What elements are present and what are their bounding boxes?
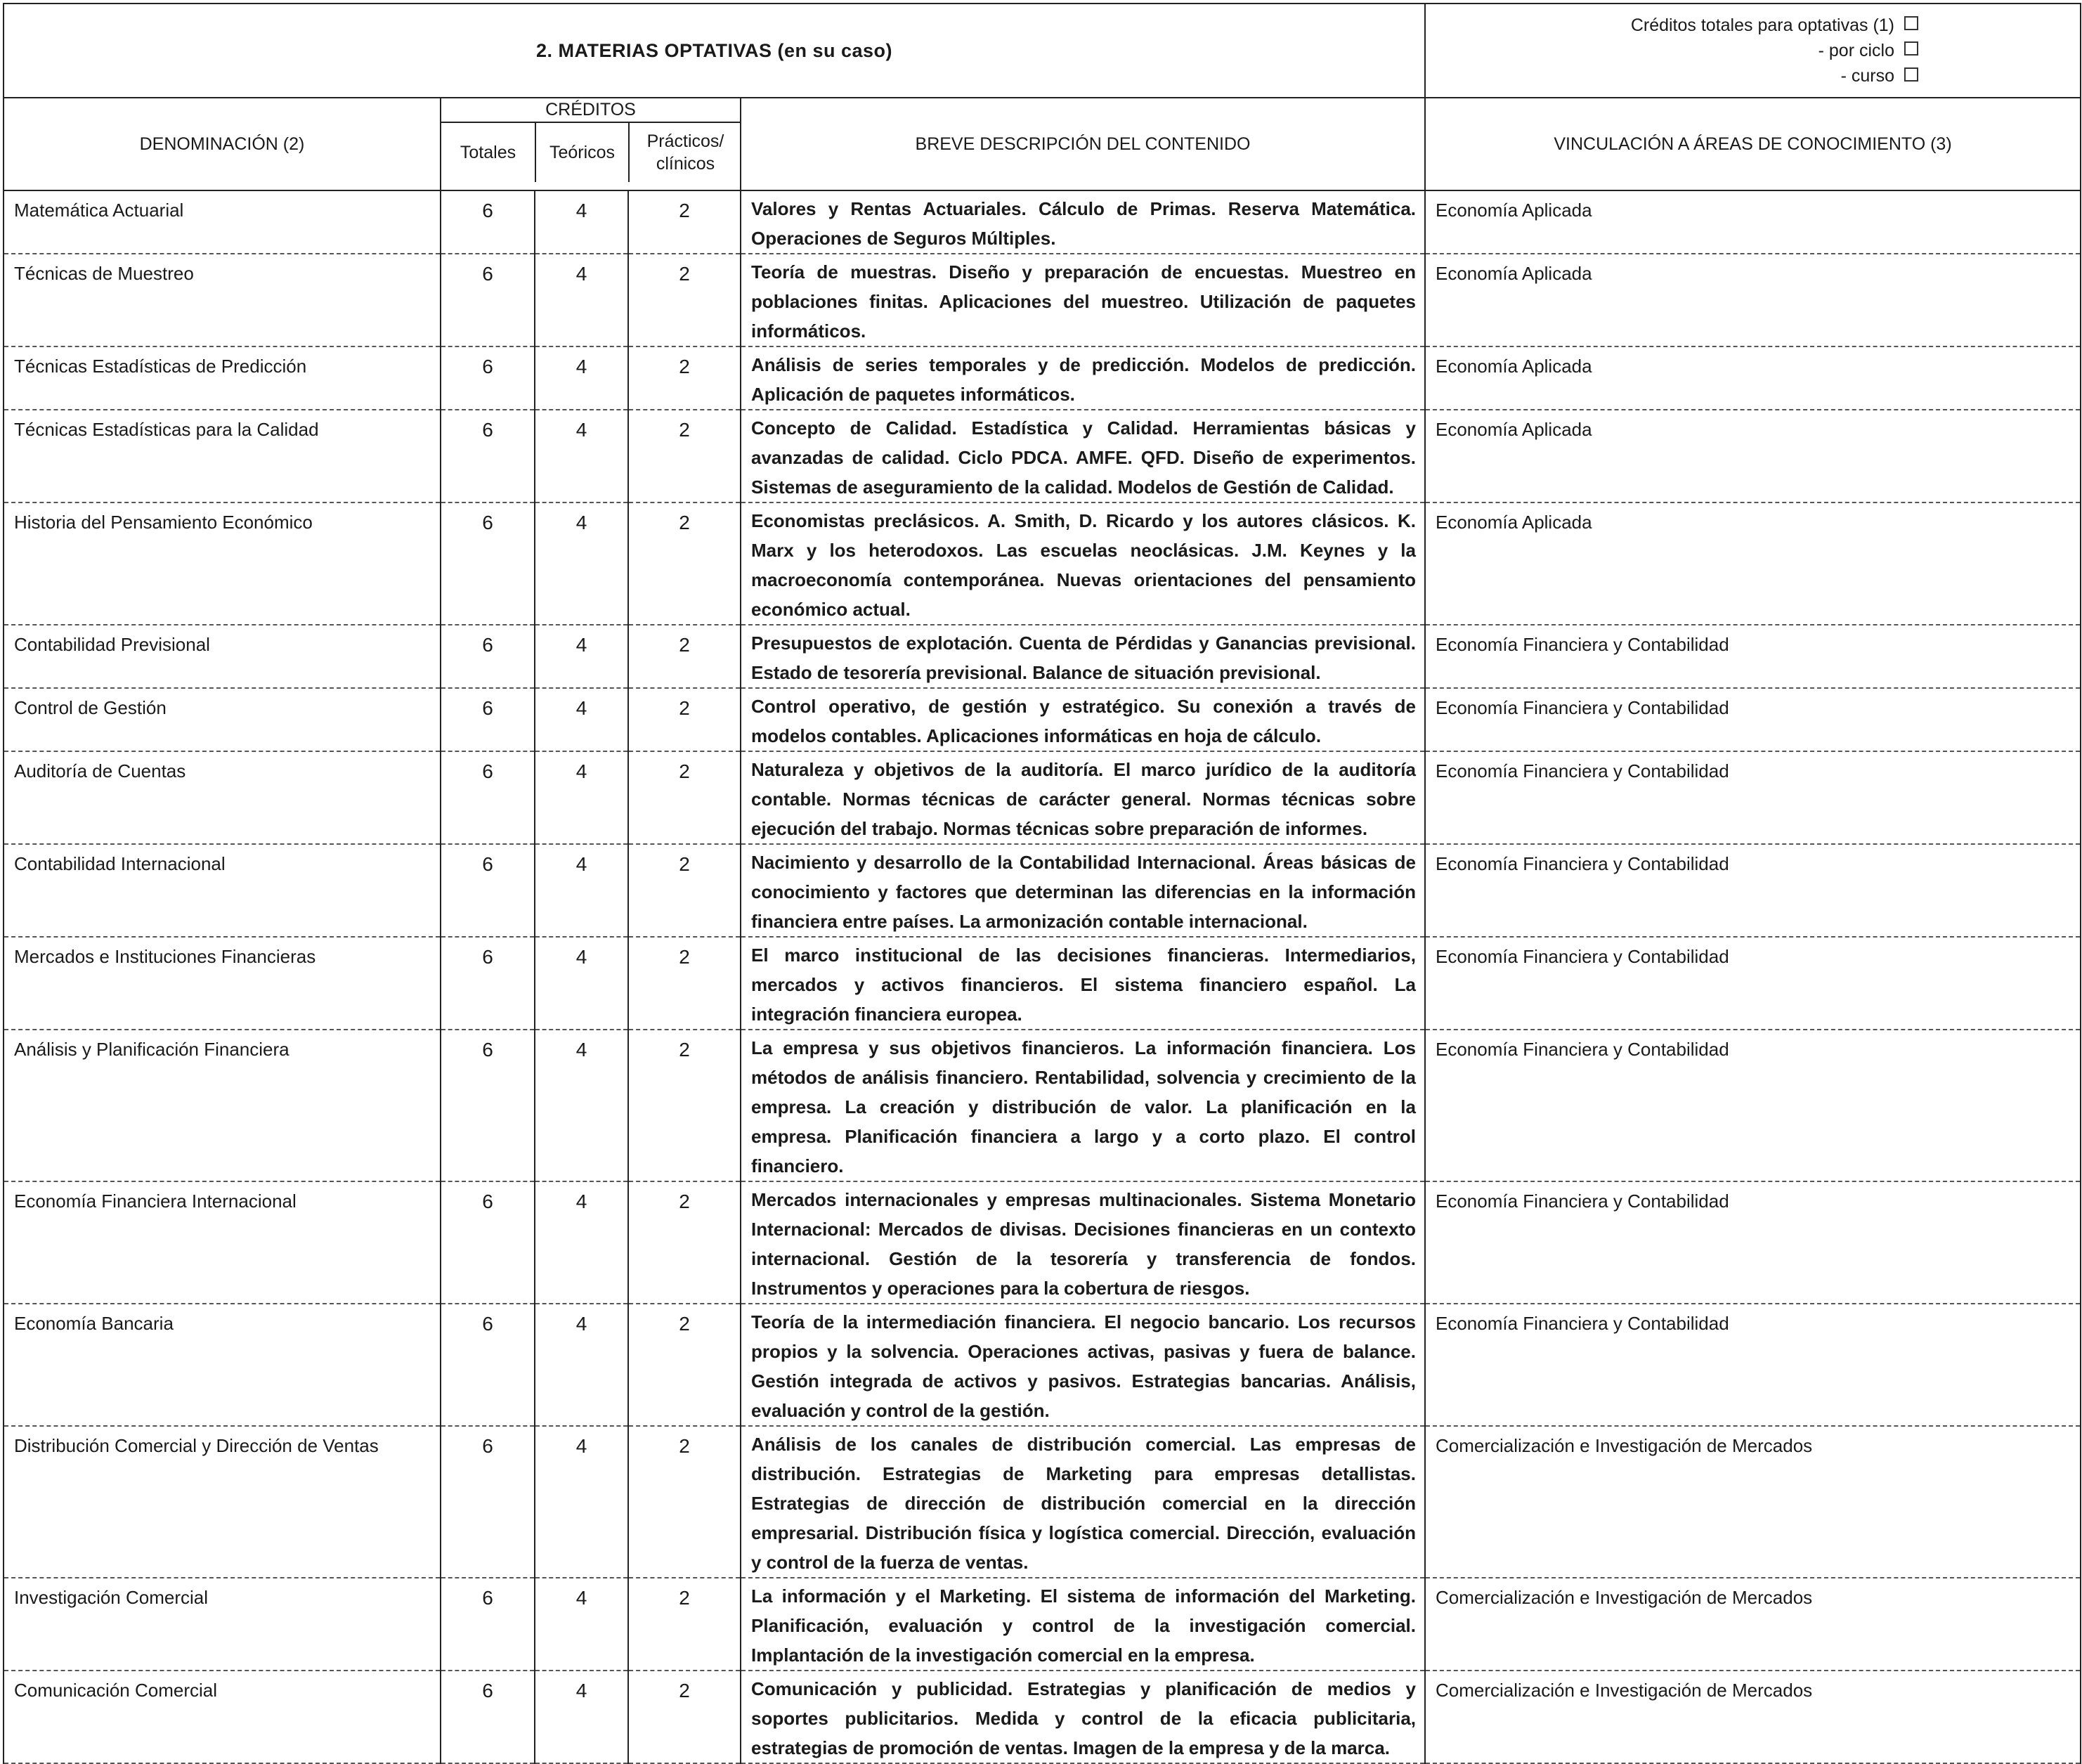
subject-row <box>4 254 2081 346</box>
knowledge-area: Comercialización e Investigación de Mercados <box>1425 1671 2081 1763</box>
subject-description: Economistas preclásicos. A. Smith, D. Ricardo y los autores clásicos. K. Marx y los heterodoxos. Las escuelas neoclásicas. J.M. Keynes y la macroeconomía contemporánea. Nuevas orientaciones del pensamiento económico actual. <box>741 502 1425 625</box>
subject-name: Técnicas Estadísticas de Predicción <box>4 346 441 410</box>
subject-name: Economía Bancaria <box>4 1304 441 1426</box>
subject-row <box>4 751 2081 844</box>
knowledge-area: Comercialización e Investigación de Mercados <box>1425 1578 2081 1671</box>
credits-practicos: 2 <box>628 844 741 937</box>
credits-totales: 6 <box>441 1304 535 1426</box>
per-course-checkbox[interactable] <box>1904 67 1918 82</box>
subject-name: Técnicas de Muestreo <box>4 254 441 346</box>
header-descripcion: BREVE DESCRIPCIÓN DEL CONTENIDO <box>741 98 1425 190</box>
knowledge-area: Economía Aplicada <box>1425 410 2081 502</box>
subject-row <box>4 502 2081 625</box>
knowledge-area: Economía Aplicada <box>1425 502 2081 625</box>
header-creditos: CRÉDITOS <box>441 98 740 123</box>
header-practicos: Prácticos/ clínicos <box>646 131 724 174</box>
subject-name: Control de Gestión <box>4 688 441 751</box>
credits-totales: 6 <box>441 937 535 1030</box>
subject-description: La información y el Marketing. El sistema de información del Marketing. Planificación, evaluación y control de la investigación comercial. Implantación de la investigación comercial en la empresa. <box>741 1578 1425 1671</box>
header-vinculacion: VINCULACIÓN A ÁREAS DE CONOCIMIENTO (3) <box>1425 98 2081 190</box>
subject-description: La empresa y sus objetivos financieros. La información financiera. Los métodos de análisis financiero. Rentabilidad, solvencia y crecimiento de la empresa. La creación y distribución de valor. La planificación en la empresa. Planificación financiera a largo y a corto plazo. El control financiero. <box>741 1030 1425 1181</box>
optional-subjects-sheet <box>3 3 2080 1758</box>
subject-row <box>4 1030 2081 1181</box>
credits-totales: 6 <box>441 254 535 346</box>
optional-subjects-table <box>3 3 2081 1764</box>
knowledge-area: Comercialización e Investigación de Mercados <box>1425 1426 2081 1578</box>
subject-description: Valores y Rentas Actuariales. Cálculo de Primas. Reserva Matemática. Operaciones de Seguros Múltiples. <box>741 190 1425 254</box>
credits-totales: 6 <box>441 1671 535 1763</box>
knowledge-area: Economía Financiera y Contabilidad <box>1425 937 2081 1030</box>
credits-totales: 6 <box>441 1181 535 1304</box>
subject-description: Presupuestos de explotación. Cuenta de Pérdidas y Ganancias previsional. Estado de tesorería previsional. Balance de situación previsional. <box>741 625 1425 688</box>
subject-description: Teoría de muestras. Diseño y preparación de encuestas. Muestreo en poblaciones finitas. Aplicaciones del muestreo. Utilización de paquetes informáticos. <box>741 254 1425 346</box>
credits-teoricos: 4 <box>535 502 628 625</box>
credits-practicos: 2 <box>628 1578 741 1671</box>
column-header-row <box>4 98 2081 190</box>
credits-practicos: 2 <box>628 502 741 625</box>
subject-name: Mercados e Instituciones Financieras <box>4 937 441 1030</box>
credits-teoricos: 4 <box>535 1671 628 1763</box>
credit-totals-box <box>1425 4 2081 98</box>
subject-description: Análisis de series temporales y de predicción. Modelos de predicción. Aplicación de paquetes informáticos. <box>741 346 1425 410</box>
section-title: 2. MATERIAS OPTATIVAS (en su caso) <box>4 4 1425 98</box>
credits-teoricos: 4 <box>535 625 628 688</box>
knowledge-area: Economía Financiera y Contabilidad <box>1425 1030 2081 1181</box>
knowledge-area: Economía Aplicada <box>1425 254 2081 346</box>
credits-practicos: 2 <box>628 410 741 502</box>
credits-practicos: 2 <box>628 688 741 751</box>
subject-name: Matemática Actuarial <box>4 190 441 254</box>
credits-teoricos: 4 <box>535 1426 628 1578</box>
subject-description: Comunicación y publicidad. Estrategias y planificación de medios y soportes publicitarios. Medida y control de la eficacia publicitaria, estrategias de promoción de ventas. Imagen de la empresa y de la marca. <box>741 1671 1425 1763</box>
credits-teoricos: 4 <box>535 1030 628 1181</box>
subject-name: Análisis y Planificación Financiera <box>4 1030 441 1181</box>
credits-practicos: 2 <box>628 346 741 410</box>
subject-name: Investigación Comercial <box>4 1578 441 1671</box>
credits-teoricos: 4 <box>535 688 628 751</box>
subject-row <box>4 190 2081 254</box>
subjects-body <box>4 190 2081 1763</box>
knowledge-area: Economía Aplicada <box>1425 190 2081 254</box>
credits-totales: 6 <box>441 410 535 502</box>
credits-practicos: 2 <box>628 751 741 844</box>
credits-practicos: 2 <box>628 1304 741 1426</box>
credits-totales: 6 <box>441 1578 535 1671</box>
knowledge-area: Economía Financiera y Contabilidad <box>1425 751 2081 844</box>
credits-totales: 6 <box>441 1030 535 1181</box>
subject-description: Naturaleza y objetivos de la auditoría. El marco jurídico de la auditoría contable. Normas técnicas de carácter general. Normas técnicas sobre ejecución del trabajo. Normas técnicas sobre preparación de informes. <box>741 751 1425 844</box>
credits-teoricos: 4 <box>535 1578 628 1671</box>
subject-name: Contabilidad Previsional <box>4 625 441 688</box>
credits-totales: 6 <box>441 346 535 410</box>
subject-description: Concepto de Calidad. Estadística y Calidad. Herramientas básicas y avanzadas de calidad. Ciclo PDCA. AMFE. QFD. Diseño de experimentos. Sistemas de aseguramiento de la calidad. Modelos de Gestión de Calidad. <box>741 410 1425 502</box>
subject-row <box>4 844 2081 937</box>
credits-teoricos: 4 <box>535 751 628 844</box>
subject-description: Mercados internacionales y empresas multinacionales. Sistema Monetario Internacional: Mercados de divisas. Decisiones financieras en un contexto internacional. Gestión de la tesorería y transferencia de fondos. Instrumentos y operaciones para la cobertura de riesgos. <box>741 1181 1425 1304</box>
credits-totales: 6 <box>441 625 535 688</box>
credits-teoricos: 4 <box>535 1181 628 1304</box>
subject-row <box>4 1181 2081 1304</box>
credits-teoricos: 4 <box>535 190 628 254</box>
subject-row <box>4 1304 2081 1426</box>
credits-practicos: 2 <box>628 937 741 1030</box>
section-header-row <box>4 4 2081 98</box>
subject-row <box>4 688 2081 751</box>
subject-row <box>4 625 2081 688</box>
header-creditos-group <box>441 98 741 190</box>
subject-row <box>4 346 2081 410</box>
credits-practicos: 2 <box>628 190 741 254</box>
subject-name: Historia del Pensamiento Económico <box>4 502 441 625</box>
credits-totales: 6 <box>441 688 535 751</box>
credits-practicos: 2 <box>628 254 741 346</box>
credits-totales: 6 <box>441 1426 535 1578</box>
subject-name: Distribución Comercial y Dirección de Ventas <box>4 1426 441 1578</box>
totals-label: Créditos totales para optativas (1) <box>1630 15 1894 35</box>
knowledge-area: Economía Financiera y Contabilidad <box>1425 844 2081 937</box>
per-course-label: - curso <box>1840 66 1894 86</box>
subject-description: Nacimiento y desarrollo de la Contabilidad Internacional. Áreas básicas de conocimiento y factores que determinan las diferencias en la información financiera entre países. La armonización contable internacional. <box>741 844 1425 937</box>
credits-practicos: 2 <box>628 1181 741 1304</box>
subject-row <box>4 410 2081 502</box>
credits-practicos: 2 <box>628 1671 741 1763</box>
credits-teoricos: 4 <box>535 844 628 937</box>
knowledge-area: Economía Aplicada <box>1425 346 2081 410</box>
header-totales: Totales <box>441 123 535 182</box>
credits-totales: 6 <box>441 844 535 937</box>
per-cycle-label: - por ciclo <box>1818 40 1894 60</box>
subject-row <box>4 1671 2081 1763</box>
credits-teoricos: 4 <box>535 1304 628 1426</box>
subject-name: Economía Financiera Internacional <box>4 1181 441 1304</box>
credits-teoricos: 4 <box>535 346 628 410</box>
credits-teoricos: 4 <box>535 937 628 1030</box>
credits-practicos: 2 <box>628 625 741 688</box>
header-denominacion: DENOMINACIÓN (2) <box>4 98 441 190</box>
subject-name: Comunicación Comercial <box>4 1671 441 1763</box>
credits-practicos: 2 <box>628 1030 741 1181</box>
knowledge-area: Economía Financiera y Contabilidad <box>1425 1181 2081 1304</box>
subject-row <box>4 937 2081 1030</box>
subject-description: El marco institucional de las decisiones financieras. Intermediarios, mercados y activos financieros. El sistema financiero español. La integración financiera europea. <box>741 937 1425 1030</box>
credits-totales: 6 <box>441 190 535 254</box>
subject-description: Análisis de los canales de distribución comercial. Las empresas de distribución. Estrategias de Marketing para empresas detallistas. Estrategias de dirección de distribución comercial en la dirección empresarial. Distribución física y logística comercial. Dirección, evaluación y control de la fuerza de ventas. <box>741 1426 1425 1578</box>
credits-totales: 6 <box>441 751 535 844</box>
credits-teoricos: 4 <box>535 410 628 502</box>
credits-totales: 6 <box>441 502 535 625</box>
knowledge-area: Economía Financiera y Contabilidad <box>1425 1304 2081 1426</box>
credits-practicos: 2 <box>628 1426 741 1578</box>
subject-name: Técnicas Estadísticas para la Calidad <box>4 410 441 502</box>
credits-teoricos: 4 <box>535 254 628 346</box>
subject-description: Teoría de la intermediación financiera. El negocio bancario. Los recursos propios y la solvencia. Operaciones activas, pasivas y fuera de balance. Gestión integrada de activos y pasivos. Estrategias bancarias. Análisis, evaluación y control de la gestión. <box>741 1304 1425 1426</box>
per-cycle-checkbox[interactable] <box>1904 41 1918 56</box>
subject-name: Auditoría de Cuentas <box>4 751 441 844</box>
knowledge-area: Economía Financiera y Contabilidad <box>1425 625 2081 688</box>
subject-row <box>4 1426 2081 1578</box>
subject-description: Control operativo, de gestión y estratégico. Su conexión a través de modelos contables. Aplicaciones informáticas en hoja de cálculo. <box>741 688 1425 751</box>
knowledge-area: Economía Financiera y Contabilidad <box>1425 688 2081 751</box>
subject-row <box>4 1578 2081 1671</box>
subject-name: Contabilidad Internacional <box>4 844 441 937</box>
header-teoricos: Teóricos <box>535 123 629 182</box>
totals-checkbox[interactable] <box>1904 16 1918 30</box>
